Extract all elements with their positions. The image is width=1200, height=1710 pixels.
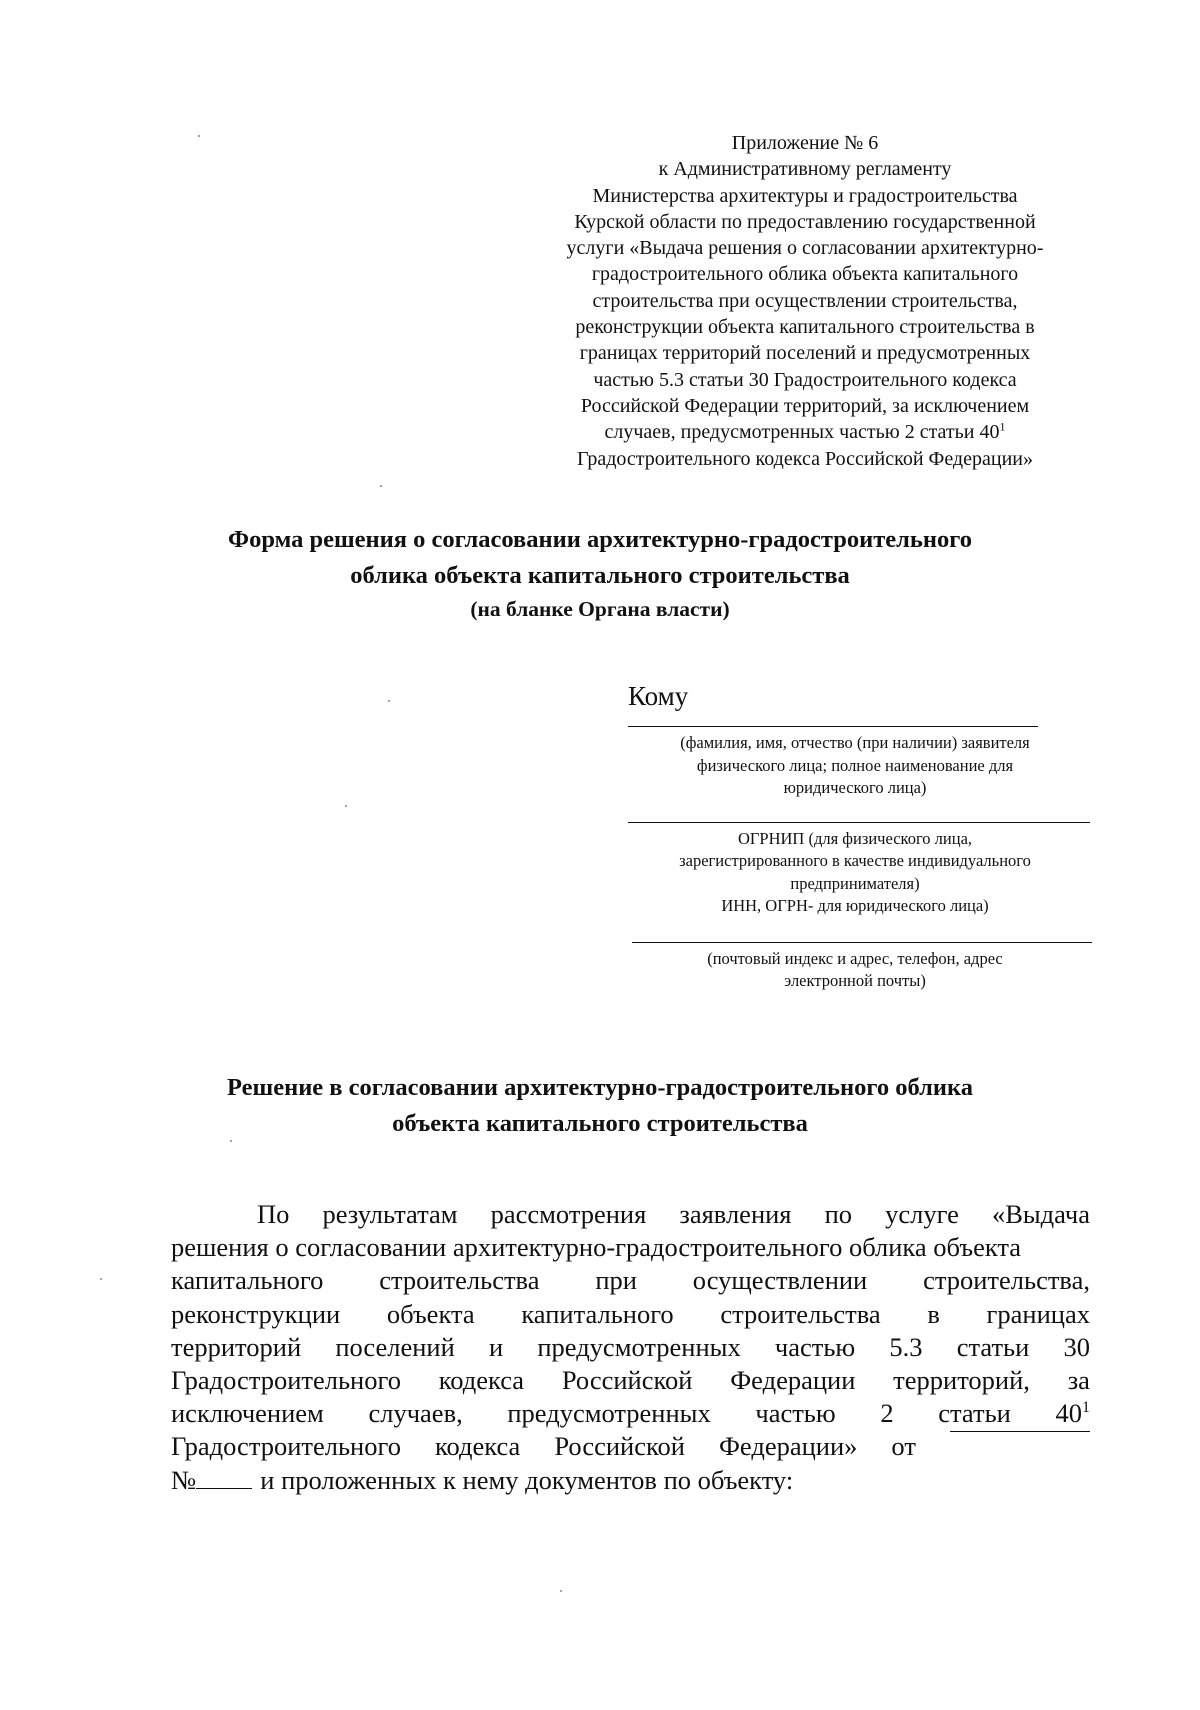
scan-speck: [100, 1278, 102, 1280]
body-line-text: и проложенных к нему документов по объекту:: [260, 1464, 794, 1495]
word: реконструкции: [171, 1298, 341, 1329]
name-blank-line: [628, 726, 1038, 727]
appendix-line: Российской Федерации территорий, за исключением: [580, 394, 1030, 417]
body-superscript: 1: [1082, 1399, 1090, 1417]
word: капитального: [171, 1265, 324, 1296]
word: Федерации»: [718, 1431, 858, 1462]
word: исключением: [171, 1398, 324, 1429]
appendix-line: [540, 419, 1070, 445]
date-blank-line: [950, 1430, 1090, 1432]
id-blank-line: [628, 822, 1090, 823]
field-caption: физического лица; полное наименование для: [696, 755, 1014, 775]
word: объекта: [386, 1298, 475, 1329]
scan-speck: [345, 805, 347, 807]
word: Российской: [561, 1365, 693, 1396]
word: строительства: [379, 1265, 540, 1296]
decision-title-line: объекта капитального строительства: [392, 1110, 808, 1137]
field-caption: ОГРНИП (для физического лица,: [737, 828, 973, 848]
word: случаев,: [368, 1398, 463, 1429]
word: частью: [755, 1398, 836, 1429]
scan-speck: [388, 700, 390, 702]
word: границах: [986, 1298, 1090, 1329]
body-line: [171, 1331, 1090, 1364]
field-caption: (фамилия, имя, отчество (при наличии) заявителя: [680, 733, 1030, 752]
word: Градостроительного: [171, 1431, 401, 1462]
body-line: [171, 1397, 1090, 1430]
word: частью: [774, 1331, 856, 1362]
scan-speck: [230, 1140, 232, 1142]
field-caption: зарегистрированного в качестве индивидуального: [679, 851, 1031, 870]
address-blank-line: [632, 942, 1092, 943]
body-line: [171, 1198, 1090, 1231]
field-caption: (почтовый индекс и адрес, телефон, адрес: [707, 948, 1003, 968]
word: при: [595, 1265, 637, 1296]
appendix-line: строительства при осуществлении строительства,: [592, 289, 1018, 312]
to-label: Кому: [628, 681, 689, 711]
word: «Выдача: [991, 1199, 1090, 1229]
appendix-line: градостроительного облика объекта капитального: [591, 263, 1019, 286]
body-line: [171, 1464, 1090, 1497]
recipient-name-field: [620, 726, 1090, 800]
recipient-block: [620, 678, 1090, 993]
appendix-line: Курской области по предоставлению государственной: [574, 210, 1036, 233]
word: капитального: [521, 1298, 674, 1329]
word: по: [824, 1199, 853, 1229]
word: поселений: [335, 1331, 455, 1362]
field-caption: предпринимателя): [790, 873, 920, 893]
body-line: решения о согласовании архитектурно-градостроительного облика объекта: [171, 1232, 1022, 1263]
recipient-id-field: [620, 822, 1090, 918]
appendix-line: услуги «Выдача решения о согласовании архитектурно-: [566, 237, 1044, 260]
decision-title: [150, 1070, 1050, 1142]
decision-title-line: Решение в согласовании архитектурно-градостроительного облика: [227, 1074, 973, 1101]
form-title-line: Форма решения о согласовании архитектурно-градостроительного: [228, 526, 972, 553]
word: Федерации: [730, 1365, 856, 1396]
field-caption: юридического лица): [783, 778, 927, 797]
number-sign: №: [171, 1464, 197, 1495]
appendix-line: Градостроительного кодекса Российской Федерации»: [577, 447, 1033, 470]
word: территорий: [171, 1331, 302, 1362]
word: предусмотренных: [537, 1331, 741, 1362]
field-caption: ИНН, ОГРН- для юридического лица): [721, 896, 989, 915]
appendix-line: реконструкции объекта капитального строительства в: [575, 316, 1035, 339]
word: кодекса: [434, 1431, 521, 1462]
appendix-line: Приложение № 6: [731, 132, 879, 154]
form-subtitle: (на бланке Органа власти): [470, 597, 730, 621]
word: результатам: [322, 1199, 458, 1229]
word: 5.3: [889, 1331, 923, 1362]
field-caption: электронной почты): [784, 971, 926, 990]
form-title: [150, 522, 1050, 624]
word: рассмотрения: [490, 1199, 647, 1229]
number-blank-line: [196, 1487, 252, 1489]
word: [1056, 1397, 1090, 1430]
decision-body: [171, 1198, 1090, 1497]
appendix-line-text: случаев, предусмотренных частью 2 статьи 40: [604, 421, 1000, 444]
word: 30: [1063, 1331, 1090, 1362]
word: Градостроительного: [171, 1365, 401, 1396]
appendix-line: Министерства архитектуры и градостроительства: [592, 184, 1018, 207]
appendix-header: [540, 130, 1070, 472]
form-title-line: облика объекта капитального строительства: [350, 562, 850, 589]
word: строительства,: [923, 1265, 1090, 1296]
word: в: [927, 1298, 940, 1329]
recipient-address-field: [620, 942, 1090, 993]
word: заявления: [679, 1199, 792, 1229]
body-line: [171, 1264, 1090, 1297]
word: кодекса: [438, 1365, 525, 1396]
appendix-superscript: 1: [999, 419, 1006, 434]
body-line: [171, 1298, 1090, 1331]
appendix-line: границах территорий поселений и предусмотренных: [579, 342, 1031, 365]
body-line: [171, 1430, 1090, 1463]
word: статьи: [938, 1398, 1011, 1429]
appendix-line: частью 5.3 статьи 30 Градостроительного кодекса: [593, 368, 1017, 391]
appendix-line: к Административному регламенту: [658, 158, 952, 181]
word: от: [891, 1431, 916, 1462]
scan-speck: [560, 1590, 562, 1592]
word: строительства: [720, 1298, 881, 1329]
scan-speck: [380, 485, 382, 487]
word: и: [488, 1331, 504, 1362]
word: услуге: [885, 1199, 959, 1229]
word: за: [1067, 1365, 1090, 1396]
scan-speck: [198, 135, 200, 137]
word: предусмотренных: [507, 1398, 711, 1429]
word-text: 40: [1055, 1398, 1083, 1429]
word: территорий,: [893, 1365, 1030, 1396]
body-line: [171, 1364, 1090, 1397]
word: осуществлении: [692, 1265, 868, 1296]
word: Российской: [554, 1431, 685, 1462]
word: статьи: [956, 1331, 1030, 1362]
word: По: [257, 1199, 290, 1229]
word: 2: [880, 1398, 894, 1429]
